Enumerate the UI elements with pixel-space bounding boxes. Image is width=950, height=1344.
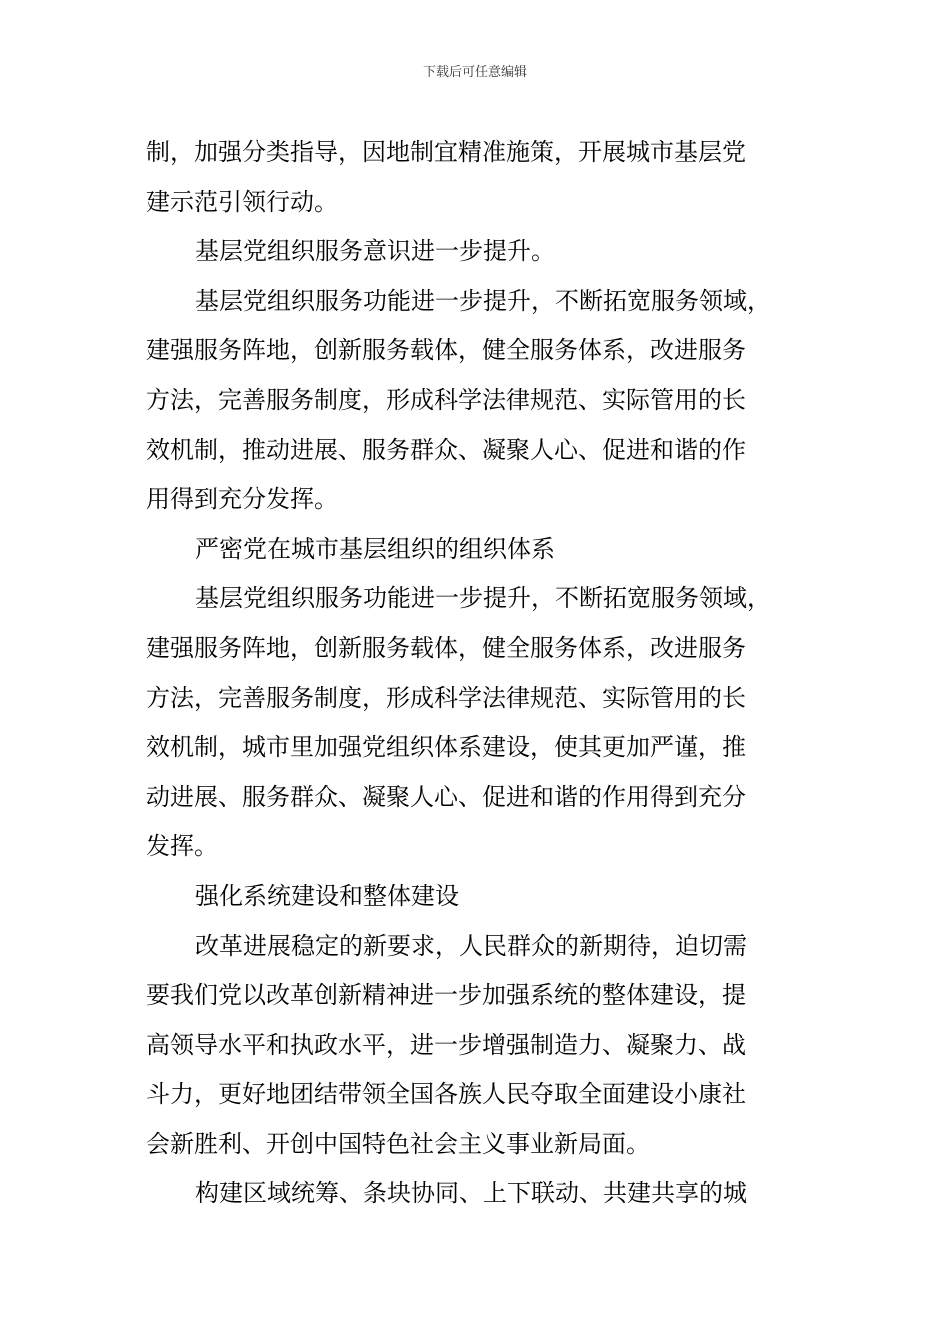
- text-line: 动进展、服务群众、凝聚人心、促进和谐的作用得到充分: [146, 782, 746, 811]
- text-line: 基层党组织服务功能进一步提升，不断拓宽服务领域，: [195, 286, 771, 315]
- text-line: 建强服务阵地，创新服务载体，健全服务体系，改进服务: [146, 336, 746, 365]
- text-line: 要我们党以改革创新精神进一步加强系统的整体建设，提: [146, 981, 746, 1010]
- text-line: 方法，完善服务制度，形成科学法律规范、实际管用的长: [146, 385, 746, 414]
- text-line: 斗力，更好地团结带领全国各族人民夺取全面建设小康社: [146, 1080, 746, 1109]
- text-line: 效机制，城市里加强党组织体系建设，使其更加严谨，推: [146, 733, 746, 762]
- page-header: 下载后可任意编辑: [422, 65, 527, 80]
- text-line: 建强服务阵地，创新服务载体，健全服务体系，改进服务: [146, 633, 746, 662]
- document-body: [146, 128, 836, 1219]
- text-line: 改革进展稳定的新要求，人民群众的新期待，迫切需: [195, 931, 747, 960]
- text-line: 会新胜利、开创中国特色社会主义事业新局面。: [146, 1129, 650, 1158]
- text-line: 构建区域统筹、条块协同、上下联动、共建共享的城: [195, 1179, 747, 1208]
- text-line: 用得到充分发挥。: [146, 485, 338, 514]
- section-heading: 基层党组织服务意识进一步提升。: [195, 237, 555, 266]
- text-line: 高领导水平和执政水平，进一步增强制造力、凝聚力、战: [146, 1030, 746, 1059]
- text-line: 方法，完善服务制度，形成科学法律规范、实际管用的长: [146, 683, 746, 712]
- text-line: 制，加强分类指导，因地制宜精准施策，开展城市基层党: [146, 138, 746, 166]
- text-line: 发挥。: [146, 832, 218, 861]
- text-line: 效机制，推动进展、服务群众、凝聚人心、促进和谐的作: [146, 435, 746, 464]
- text-line: 建示范引领行动。: [146, 187, 338, 216]
- section-heading: 严密党在城市基层组织的组织体系: [195, 534, 555, 563]
- text-line: 基层党组织服务功能进一步提升，不断拓宽服务领域，: [195, 584, 771, 613]
- section-heading: 强化系统建设和整体建设: [195, 881, 459, 910]
